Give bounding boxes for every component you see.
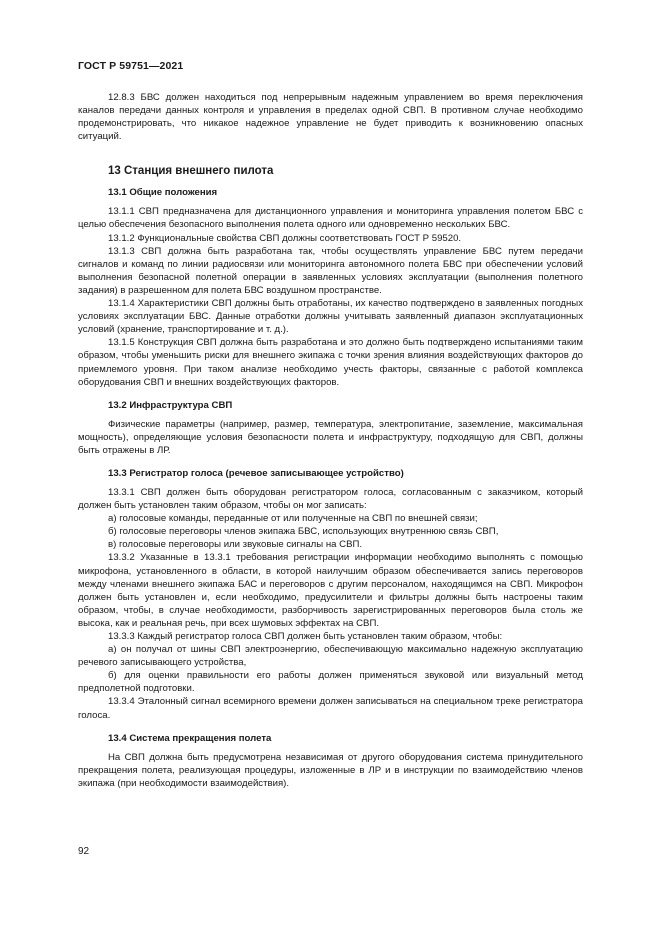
list-item-13-3-1-v: в) голосовые переговоры или звуковые сигналы на СВП. xyxy=(108,539,363,551)
page-number: 92 xyxy=(78,846,90,857)
list-item-13-3-1-b: б) голосовые переговоры членов экипажа БВС, использующих внутреннюю связь СВП, xyxy=(108,526,499,538)
paragraph-13-1-1: 13.1.1 СВП предназначена для дистанционного управления и мониторинга управления полетом БВС с целью обеспечения безопасного выполнения полета одного или одновременно нескольких БВС. xyxy=(78,206,583,231)
subsection-title-13-2: 13.2 Инфраструктура СВП xyxy=(108,399,233,411)
subsection-title-13-3: 13.3 Регистратор голоса (речевое записывающее устройство) xyxy=(108,467,404,479)
paragraph-13-4: На СВП должна быть предусмотрена независимая от другого оборудования система принудительного прекращения полета, реализующая процедуры, изложенные в ЛР и в инструкции по взаимодействию членов экипажа (при необходимости взаимодействия). xyxy=(78,751,583,789)
paragraph-13-1-2: 13.1.2 Функциональные свойства СВП должны соответствовать ГОСТ Р 59520. xyxy=(108,232,462,244)
section-title-13: 13 Станция внешнего пилота xyxy=(108,165,274,178)
list-item-13-3-3-a: а) он получал от шины СВП электроэнергию, обеспечивающую максимально надежную эксплуатацию речевого записывающего устройства, xyxy=(78,644,583,669)
paragraph-13-1-5: 13.1.5 Конструкция СВП должна быть разработана и это должно быть подтверждено испытаниями таким образом, чтобы уменьшить риски для внешнего экипажа с точки зрения влияния воздействующих факторов до приемлемого уровня. При таком анализе необходимо учесть факторы, связанные с работой комплекса оборудования СВП и внешних воздействующих факторов. xyxy=(78,337,583,388)
paragraph-13-3-3: 13.3.3 Каждый регистратор голоса СВП должен быть установлен таким образом, чтобы: xyxy=(108,631,503,642)
paragraph-12-8-3: 12.8.3 БВС должен находиться под непрерывным надежным управлением во время переключения каналов передачи данных контроля и управления в пределах одной СВП. В противном случае необходимо продемонстрировать, что никакое надежное управление не будет приводить к возникновению опасных ситуаций. xyxy=(78,92,583,143)
paragraph-13-1-3: 13.1.3 СВП должна быть разработана так, чтобы осуществлять управление БВС путем передачи сигналов и команд по линии радиосвязи или мониторинга автономного полета БВС при обеспечении условий выполнения безопасной полетной операции в заявленных условиях эксплуатации (выполнения полетного задания) в разрешенном для полета БВС воздушном пространстве. xyxy=(78,245,583,296)
document-body xyxy=(78,91,583,790)
document-header: ГОСТ Р 59751—2021 xyxy=(78,60,184,72)
subsection-title-13-4: 13.4 Система прекращения полета xyxy=(108,732,272,744)
subsection-title-13-1: 13.1 Общие положения xyxy=(108,187,218,199)
paragraph-13-2: Физические параметры (например, размер, температура, электропитание, заземление, максимальная мощность), определяющие условия безопасности полета и инфраструктуру, подходящую для СВП, должны быть отражены в ЛР. xyxy=(78,418,583,456)
paragraph-13-1-4: 13.1.4 Характеристики СВП должны быть отработаны, их качество подтверждено в заявленных погодных условиях эксплуатации БВС. Данные отработки должны учитывать заявленный диапазон эксплуатационных условий (хранение, транспортирование и т. д.). xyxy=(78,298,583,336)
list-item-13-3-1-a: а) голосовые команды, переданные от или полученные на СВП по внешней связи; xyxy=(108,513,478,525)
paragraph-13-3-1: 13.3.1 СВП должен быть оборудован регистратором голоса, согласованным с заказчиком, который должен быть установлен таким образом, чтобы он мог записать: xyxy=(78,486,583,512)
paragraph-13-3-4: 13.3.4 Эталонный сигнал всемирного времени должен записываться на специальном треке регистратора голоса. xyxy=(78,696,583,721)
paragraph-13-3-2: 13.3.2 Указанные в 13.3.1 требования регистрации информации необходимо выполнять с помощью микрофона, установленного в области, в которой наилучшим образом обеспечивается запись переговоров между членами внешнего экипажа БАС и переговоров с другим персоналом, находящимся на СВП. Микрофон должен быть установлен и, если необходимо, предусилители и фильтры должны быть настроены таким образом, чтобы, в случае необходимости, разборчивость зарегистрированных переговоров была столь же высока, как и реальная речь, при всех шумовых эффектах на СВП. xyxy=(78,552,583,629)
list-item-13-3-3-b: б) для оценки правильности его работы должен применяться звуковой или визуальный метод предполетной подготовки. xyxy=(78,670,583,695)
